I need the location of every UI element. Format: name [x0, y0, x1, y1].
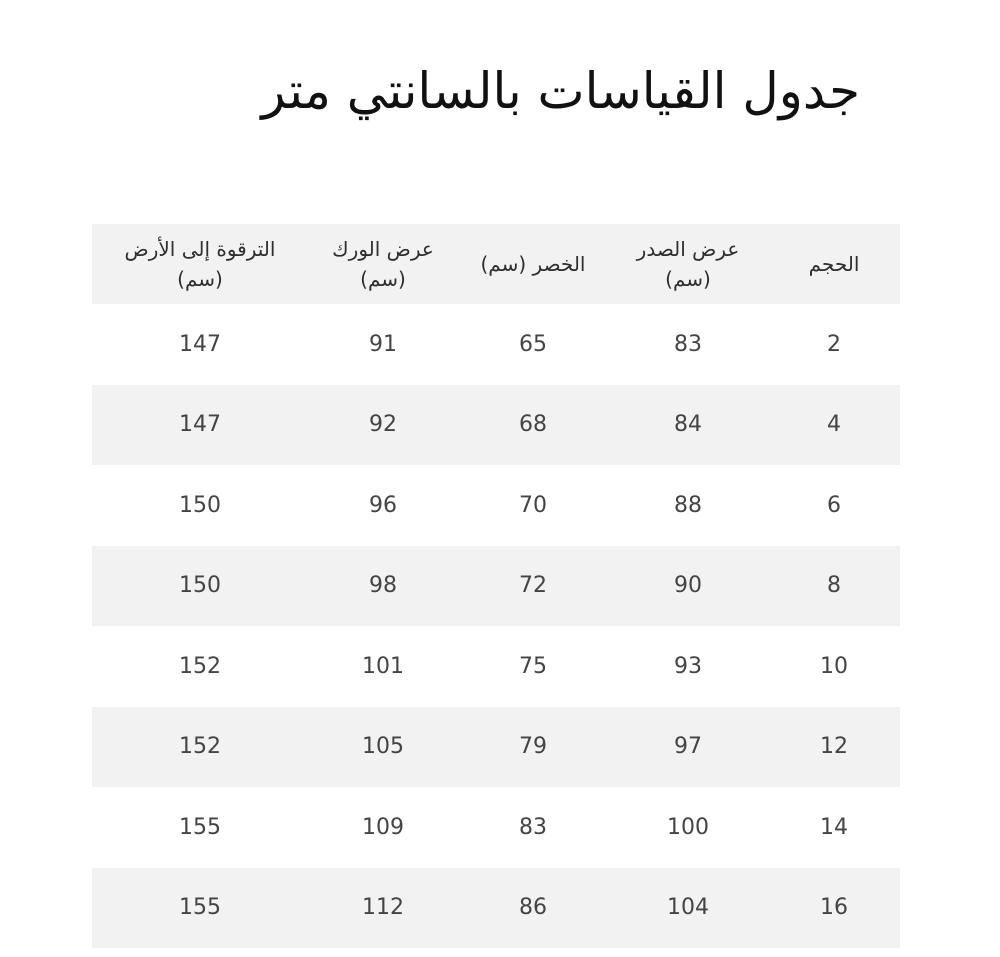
cell-length: 147	[179, 412, 221, 438]
cell-waist: 86	[519, 895, 547, 921]
header-waist	[458, 224, 608, 304]
cell-size: 12	[820, 734, 848, 760]
cell-size: 14	[820, 814, 848, 840]
table-header-row	[92, 224, 900, 304]
header-size	[768, 224, 900, 304]
cell-waist: 83	[519, 814, 547, 840]
cell-bust: 90	[674, 573, 702, 599]
cell-bust: 97	[674, 734, 702, 760]
header-size-label: الحجم	[808, 252, 860, 276]
cell-bust: 84	[674, 412, 702, 438]
cell-hip: 105	[362, 734, 404, 760]
header-hip	[308, 224, 458, 304]
table-row	[92, 546, 900, 627]
cell-size: 4	[827, 412, 841, 438]
cell-size: 2	[827, 331, 841, 357]
cell-hip: 96	[369, 492, 397, 518]
header-bust	[608, 224, 768, 304]
header-length-unit: (سم)	[177, 267, 223, 291]
cell-length: 150	[179, 573, 221, 599]
page-title: جدول القياسات بالسانتي متر	[261, 62, 860, 120]
table-row	[92, 304, 900, 385]
table-row	[92, 787, 900, 868]
cell-length: 152	[179, 734, 221, 760]
cell-waist: 75	[519, 653, 547, 679]
table-row	[92, 626, 900, 707]
header-length	[92, 224, 308, 304]
cell-waist: 70	[519, 492, 547, 518]
header-bust-unit: (سم)	[665, 267, 711, 291]
cell-length: 147	[179, 331, 221, 357]
cell-size: 16	[820, 895, 848, 921]
cell-size: 6	[827, 492, 841, 518]
cell-hip: 98	[369, 573, 397, 599]
header-hip-label: عرض الورك	[332, 237, 434, 261]
cell-length: 150	[179, 492, 221, 518]
cell-waist: 72	[519, 573, 547, 599]
cell-bust: 104	[667, 895, 709, 921]
header-hip-unit: (سم)	[360, 267, 406, 291]
cell-bust: 83	[674, 331, 702, 357]
cell-waist: 68	[519, 412, 547, 438]
cell-waist: 79	[519, 734, 547, 760]
header-waist-label: الخصر (سم)	[480, 252, 586, 276]
cell-waist: 65	[519, 331, 547, 357]
cell-hip: 101	[362, 653, 404, 679]
cell-length: 152	[179, 653, 221, 679]
table-row	[92, 707, 900, 788]
cell-length: 155	[179, 814, 221, 840]
table-row	[92, 868, 900, 949]
cell-hip: 92	[369, 412, 397, 438]
header-length-label: الترقوة إلى الأرض	[124, 237, 276, 261]
cell-size: 10	[820, 653, 848, 679]
cell-hip: 112	[362, 895, 404, 921]
header-bust-label: عرض الصدر	[636, 237, 740, 261]
cell-size: 8	[827, 573, 841, 599]
cell-length: 155	[179, 895, 221, 921]
table-row	[92, 465, 900, 546]
cell-hip: 109	[362, 814, 404, 840]
size-chart-table	[92, 224, 900, 948]
cell-bust: 88	[674, 492, 702, 518]
cell-hip: 91	[369, 331, 397, 357]
cell-bust: 93	[674, 653, 702, 679]
table-row	[92, 385, 900, 466]
cell-bust: 100	[667, 814, 709, 840]
